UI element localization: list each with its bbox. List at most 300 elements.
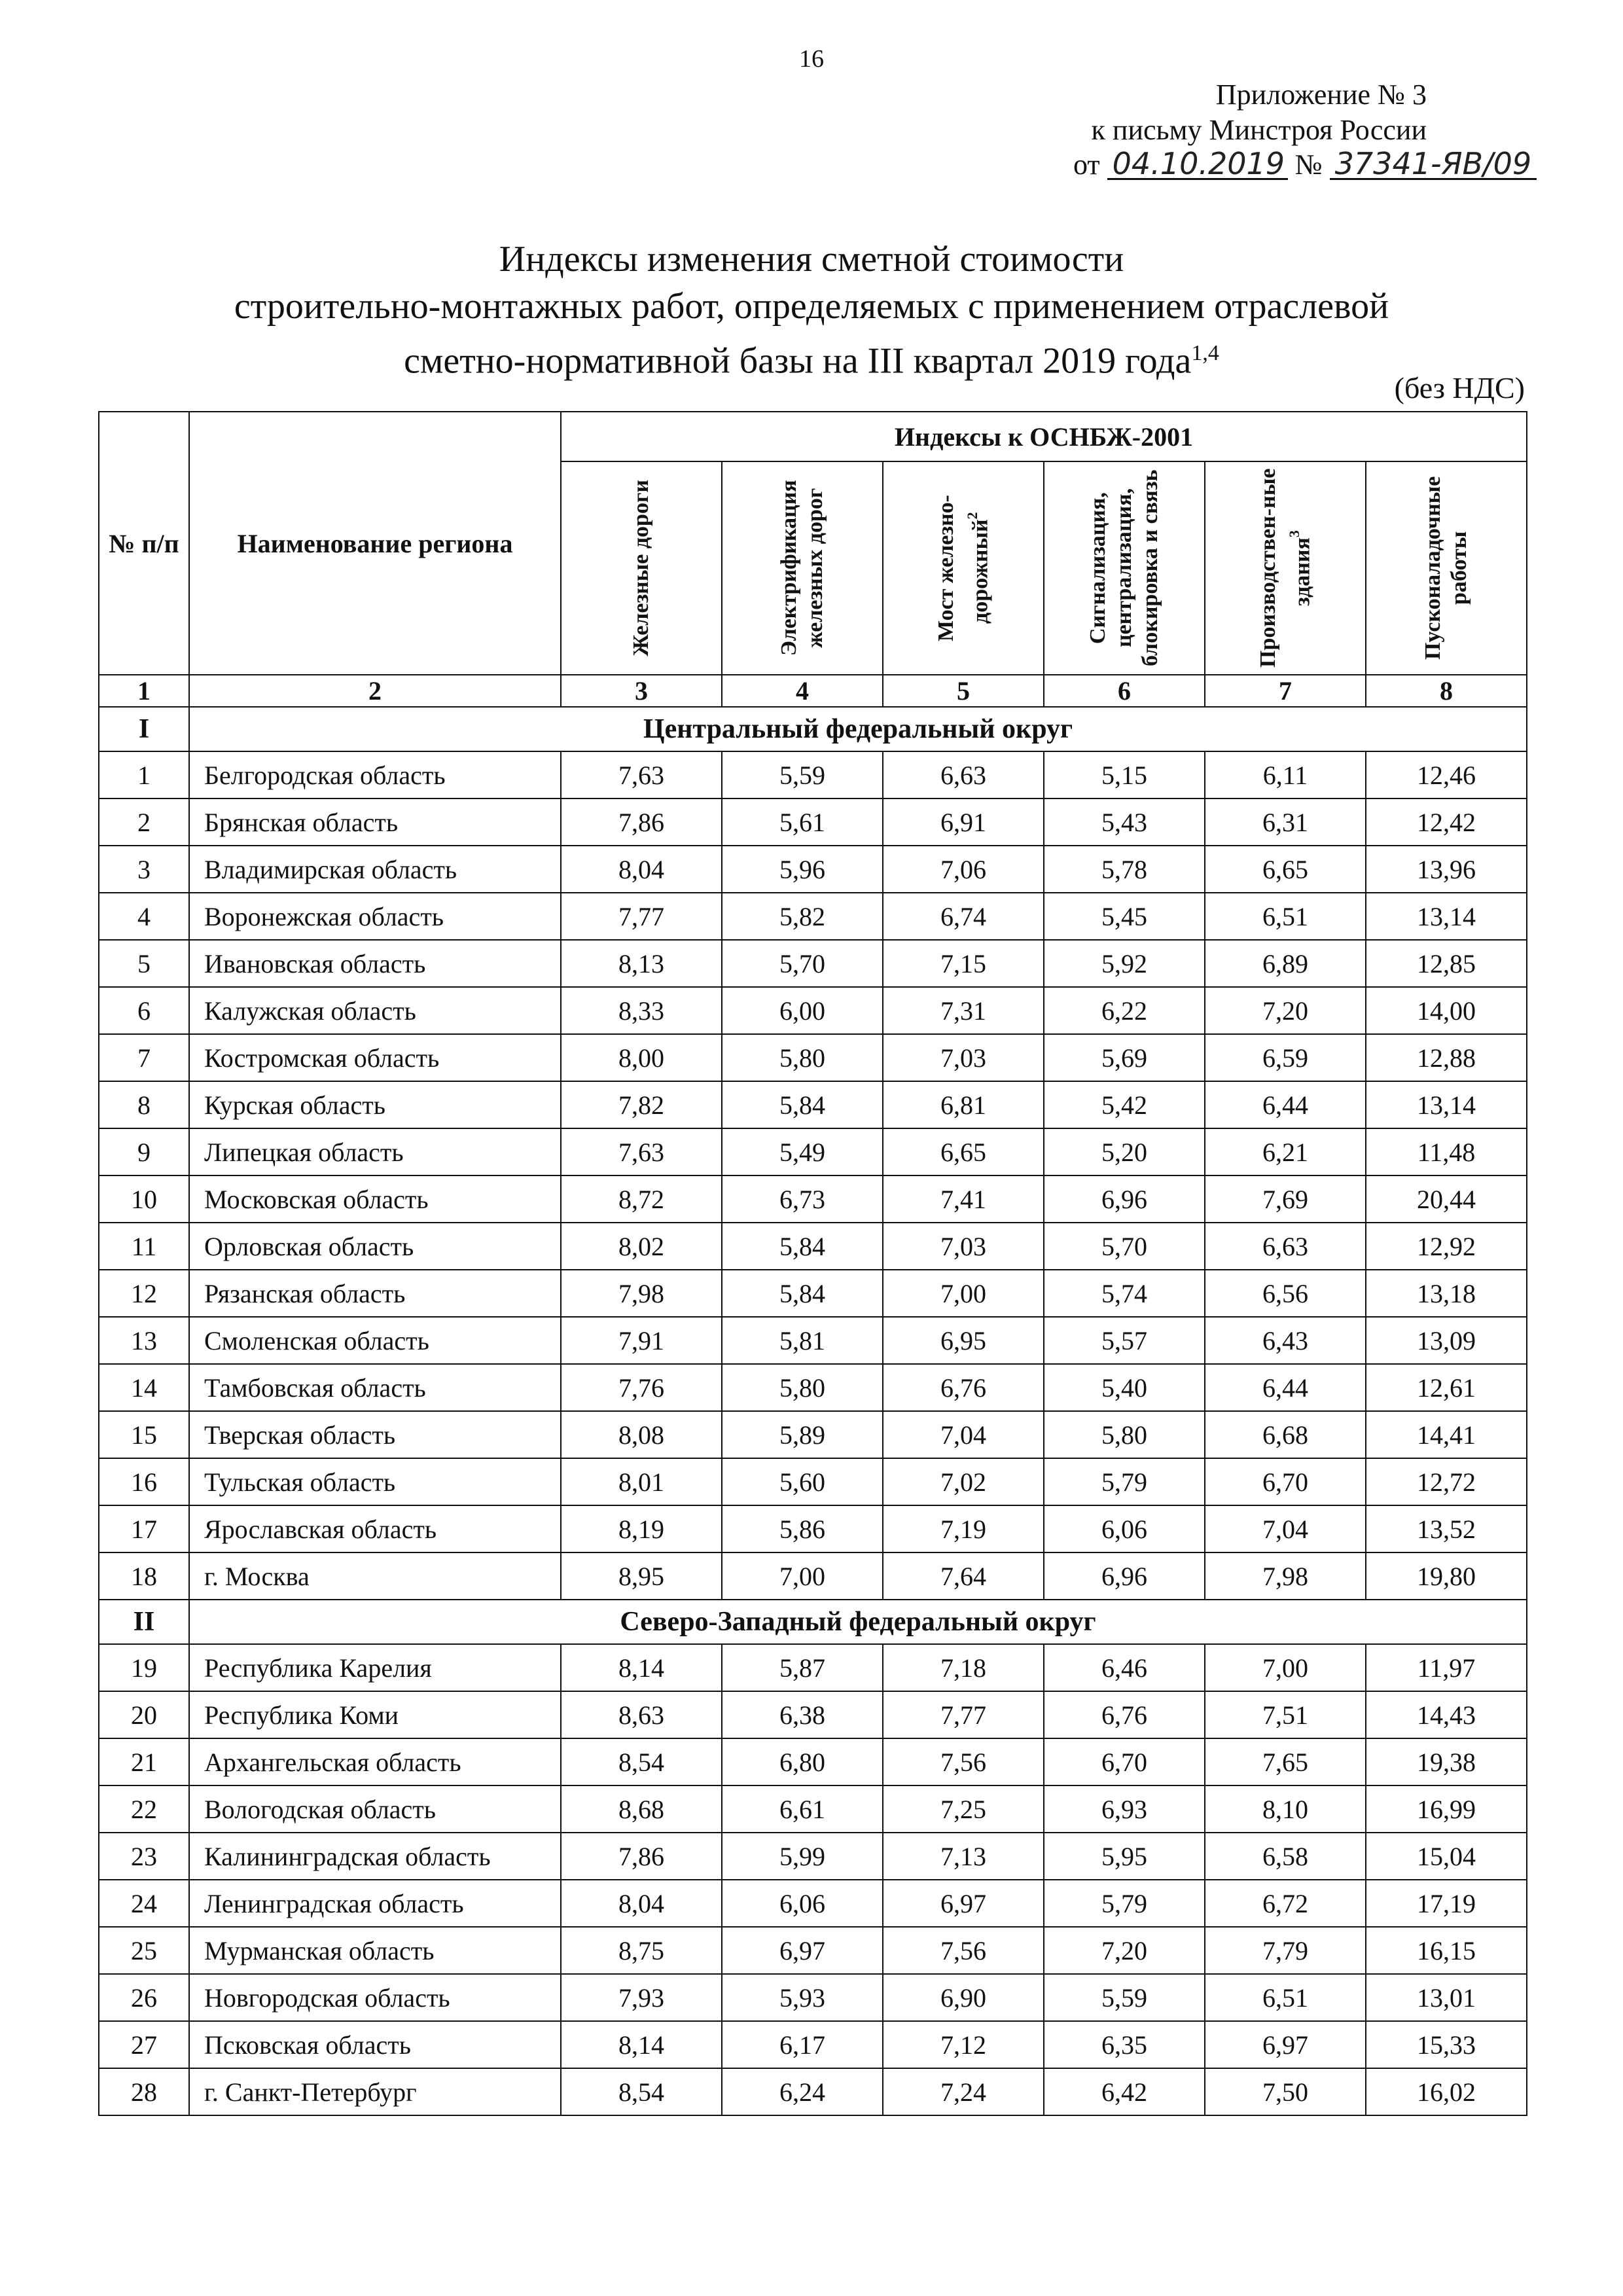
index-value: 5,87 — [722, 1644, 883, 1691]
region-name: Новгородская область — [189, 1974, 561, 2021]
index-value: 7,00 — [1205, 1644, 1366, 1691]
header-commissioning — [1366, 461, 1527, 675]
row-number: 17 — [99, 1505, 189, 1552]
index-value: 12,88 — [1366, 1034, 1527, 1081]
col-number: 7 — [1205, 675, 1366, 707]
index-value: 12,46 — [1366, 751, 1527, 798]
index-value: 6,89 — [1205, 940, 1366, 987]
index-value: 6,21 — [1205, 1128, 1366, 1175]
region-name: Брянская область — [189, 798, 561, 846]
index-value: 16,02 — [1366, 2068, 1527, 2115]
index-value: 6,58 — [1205, 1833, 1366, 1880]
index-value: 5,59 — [1044, 1974, 1205, 2021]
table-row — [99, 1364, 1527, 1411]
header-railway-bridge-sup: 2 — [963, 512, 980, 520]
handwritten-number: 37341-ЯВ/09 — [1330, 149, 1537, 180]
index-value: 7,04 — [1205, 1505, 1366, 1552]
index-value: 6,17 — [722, 2021, 883, 2068]
index-value: 6,68 — [1205, 1411, 1366, 1458]
index-value: 6,90 — [883, 1974, 1044, 2021]
index-value: 6,95 — [883, 1317, 1044, 1364]
header-index-group: Индексы к ОСНБЖ-2001 — [561, 412, 1527, 461]
index-value: 5,61 — [722, 798, 883, 846]
region-name: Ивановская область — [189, 940, 561, 987]
table-row — [99, 1175, 1527, 1223]
index-value: 7,15 — [883, 940, 1044, 987]
row-number: 3 — [99, 846, 189, 893]
table-row — [99, 893, 1527, 940]
index-value: 6,35 — [1044, 2021, 1205, 2068]
index-value: 7,91 — [561, 1317, 722, 1364]
region-name: Смоленская область — [189, 1317, 561, 1364]
index-value: 5,81 — [722, 1317, 883, 1364]
row-number: 27 — [99, 2021, 189, 2068]
index-value: 8,54 — [561, 2068, 722, 2115]
row-number: 10 — [99, 1175, 189, 1223]
column-number-row — [99, 675, 1527, 707]
row-number: 21 — [99, 1738, 189, 1785]
index-value: 8,54 — [561, 1738, 722, 1785]
index-value: 7,56 — [883, 1738, 1044, 1785]
table-row — [99, 1317, 1527, 1364]
index-value: 7,06 — [883, 846, 1044, 893]
table-row — [99, 1458, 1527, 1505]
index-value: 14,00 — [1366, 987, 1527, 1034]
annex-title: Приложение № 3 — [1215, 79, 1427, 111]
index-value: 5,59 — [722, 751, 883, 798]
index-value: 6,70 — [1044, 1738, 1205, 1785]
index-value: 6,51 — [1205, 1974, 1366, 2021]
table-row — [99, 1974, 1527, 2021]
region-name: Республика Карелия — [189, 1644, 561, 1691]
index-value: 6,81 — [883, 1081, 1044, 1128]
title-line-2: строительно-монтажных работ, определяемых с применением отраслевой — [234, 286, 1389, 327]
table-row — [99, 1644, 1527, 1691]
index-value: 5,78 — [1044, 846, 1205, 893]
header-electrification — [722, 461, 883, 675]
header-signaling-text: Сигнализация, централизация, блокировка и связь — [1086, 469, 1162, 667]
row-number: 26 — [99, 1974, 189, 2021]
index-value: 13,01 — [1366, 1974, 1527, 2021]
row-number: 2 — [99, 798, 189, 846]
index-value: 7,79 — [1205, 1927, 1366, 1974]
index-value: 8,63 — [561, 1691, 722, 1738]
annex-letter-ref: к письму Минстроя России — [1091, 114, 1427, 146]
index-value: 5,96 — [722, 846, 883, 893]
header-industrial-text: Производствен-ные здания — [1255, 468, 1315, 668]
index-value: 5,69 — [1044, 1034, 1205, 1081]
index-value: 12,85 — [1366, 940, 1527, 987]
index-value: 6,74 — [883, 893, 1044, 940]
index-value: 19,38 — [1366, 1738, 1527, 1785]
section-number: II — [99, 1600, 189, 1644]
section-row — [99, 707, 1527, 751]
index-value: 7,86 — [561, 798, 722, 846]
col-number: 5 — [883, 675, 1044, 707]
index-value: 8,33 — [561, 987, 722, 1034]
index-value: 7,69 — [1205, 1175, 1366, 1223]
region-name: Липецкая область — [189, 1128, 561, 1175]
index-value: 5,60 — [722, 1458, 883, 1505]
header-commissioning-text: Пусконаладочные работы — [1421, 476, 1471, 660]
index-table — [98, 411, 1527, 2116]
region-name: Костромская область — [189, 1034, 561, 1081]
index-value: 7,19 — [883, 1505, 1044, 1552]
region-name: Псковская область — [189, 2021, 561, 2068]
header-electrification-text: Электрификация железных дорог — [777, 480, 827, 656]
index-value: 15,33 — [1366, 2021, 1527, 2068]
index-value: 8,14 — [561, 2021, 722, 2068]
section-number: I — [99, 707, 189, 751]
region-name: Белгородская область — [189, 751, 561, 798]
index-value: 6,63 — [883, 751, 1044, 798]
section-row — [99, 1600, 1527, 1644]
index-value: 7,00 — [883, 1270, 1044, 1317]
region-name: Республика Коми — [189, 1691, 561, 1738]
index-value: 7,86 — [561, 1833, 722, 1880]
row-number: 24 — [99, 1880, 189, 1927]
col-number: 2 — [189, 675, 561, 707]
index-value: 5,70 — [722, 940, 883, 987]
index-value: 6,00 — [722, 987, 883, 1034]
index-value: 5,84 — [722, 1081, 883, 1128]
index-value: 7,41 — [883, 1175, 1044, 1223]
index-value: 7,31 — [883, 987, 1044, 1034]
table-row — [99, 1552, 1527, 1600]
index-value: 6,06 — [1044, 1505, 1205, 1552]
table-row — [99, 1691, 1527, 1738]
index-value: 14,43 — [1366, 1691, 1527, 1738]
index-value: 6,22 — [1044, 987, 1205, 1034]
index-value: 5,89 — [722, 1411, 883, 1458]
index-value: 14,41 — [1366, 1411, 1527, 1458]
index-value: 5,45 — [1044, 893, 1205, 940]
index-value: 5,80 — [722, 1034, 883, 1081]
col-number: 6 — [1044, 675, 1205, 707]
index-value: 5,93 — [722, 1974, 883, 2021]
index-value: 7,20 — [1044, 1927, 1205, 1974]
index-value: 5,70 — [1044, 1223, 1205, 1270]
index-value: 15,04 — [1366, 1833, 1527, 1880]
region-name: Орловская область — [189, 1223, 561, 1270]
index-value: 6,80 — [722, 1738, 883, 1785]
index-value: 13,52 — [1366, 1505, 1527, 1552]
header-num: № п/п — [99, 412, 189, 675]
header-industrial-wrap — [1255, 467, 1315, 670]
index-value: 12,42 — [1366, 798, 1527, 846]
vat-note: (без НДС) — [1394, 371, 1525, 404]
row-number: 7 — [99, 1034, 189, 1081]
index-value: 6,63 — [1205, 1223, 1366, 1270]
table-row — [99, 1785, 1527, 1833]
header-region: Наименование региона — [189, 412, 561, 675]
table-row — [99, 1411, 1527, 1458]
row-number: 28 — [99, 2068, 189, 2115]
index-value: 8,10 — [1205, 1785, 1366, 1833]
region-name: Вологодская область — [189, 1785, 561, 1833]
row-number: 6 — [99, 987, 189, 1034]
index-value: 6,06 — [722, 1880, 883, 1927]
index-value: 7,82 — [561, 1081, 722, 1128]
index-value: 12,92 — [1366, 1223, 1527, 1270]
header-signaling — [1044, 461, 1205, 675]
index-value: 6,11 — [1205, 751, 1366, 798]
region-name: Ленинградская область — [189, 1880, 561, 1927]
index-value: 13,09 — [1366, 1317, 1527, 1364]
index-value: 5,99 — [722, 1833, 883, 1880]
index-value: 7,76 — [561, 1364, 722, 1411]
region-name: Московская область — [189, 1175, 561, 1223]
index-value: 6,93 — [1044, 1785, 1205, 1833]
index-value: 5,80 — [722, 1364, 883, 1411]
index-value: 6,42 — [1044, 2068, 1205, 2115]
index-value: 7,24 — [883, 2068, 1044, 2115]
index-value: 6,44 — [1205, 1081, 1366, 1128]
region-name: Архангельская область — [189, 1738, 561, 1785]
index-value: 7,13 — [883, 1833, 1044, 1880]
row-number: 18 — [99, 1552, 189, 1600]
index-value: 6,59 — [1205, 1034, 1366, 1081]
index-value: 7,63 — [561, 1128, 722, 1175]
col-number: 1 — [99, 675, 189, 707]
index-value: 6,44 — [1205, 1364, 1366, 1411]
index-value: 6,56 — [1205, 1270, 1366, 1317]
index-value: 7,20 — [1205, 987, 1366, 1034]
row-number: 8 — [99, 1081, 189, 1128]
index-value: 5,15 — [1044, 751, 1205, 798]
row-number: 22 — [99, 1785, 189, 1833]
index-value: 6,24 — [722, 2068, 883, 2115]
table-row — [99, 1128, 1527, 1175]
index-value: 13,96 — [1366, 846, 1527, 893]
index-value: 6,96 — [1044, 1552, 1205, 1600]
row-number: 19 — [99, 1644, 189, 1691]
index-value: 7,64 — [883, 1552, 1044, 1600]
number-label: № — [1294, 149, 1323, 181]
index-value: 8,95 — [561, 1552, 722, 1600]
index-value: 6,65 — [883, 1128, 1044, 1175]
region-name: Тверская область — [189, 1411, 561, 1458]
index-value: 7,56 — [883, 1927, 1044, 1974]
header-railways — [561, 461, 722, 675]
index-value: 6,72 — [1205, 1880, 1366, 1927]
index-value: 8,72 — [561, 1175, 722, 1223]
index-value: 11,48 — [1366, 1128, 1527, 1175]
index-value: 7,03 — [883, 1223, 1044, 1270]
row-number: 23 — [99, 1833, 189, 1880]
index-value: 7,98 — [1205, 1552, 1366, 1600]
index-value: 16,15 — [1366, 1927, 1527, 1974]
index-value: 5,20 — [1044, 1128, 1205, 1175]
table-row — [99, 940, 1527, 987]
index-value: 8,13 — [561, 940, 722, 987]
index-value: 8,02 — [561, 1223, 722, 1270]
region-name: Мурманская область — [189, 1927, 561, 1974]
header-industrial-sup: 3 — [1285, 530, 1302, 538]
index-value: 6,73 — [722, 1175, 883, 1223]
index-value: 13,14 — [1366, 1081, 1527, 1128]
index-value: 6,61 — [722, 1785, 883, 1833]
table-row — [99, 1081, 1527, 1128]
title-line-3 — [0, 330, 1623, 385]
row-number: 12 — [99, 1270, 189, 1317]
index-value: 7,93 — [561, 1974, 722, 2021]
header-railway-bridge — [883, 461, 1044, 675]
index-value: 6,76 — [1044, 1691, 1205, 1738]
region-name: Калининградская область — [189, 1833, 561, 1880]
index-value: 5,84 — [722, 1223, 883, 1270]
index-value: 8,04 — [561, 846, 722, 893]
region-name: Владимирская область — [189, 846, 561, 893]
row-number: 25 — [99, 1927, 189, 1974]
region-name: Тамбовская область — [189, 1364, 561, 1411]
header-industrial-buildings — [1205, 461, 1366, 675]
col-number: 3 — [561, 675, 722, 707]
index-value: 7,00 — [722, 1552, 883, 1600]
index-value: 8,04 — [561, 1880, 722, 1927]
index-value: 6,51 — [1205, 893, 1366, 940]
index-value: 5,49 — [722, 1128, 883, 1175]
table-body — [99, 707, 1527, 2115]
index-value: 7,25 — [883, 1785, 1044, 1833]
region-name: Ярославская область — [189, 1505, 561, 1552]
row-number: 5 — [99, 940, 189, 987]
index-value: 5,84 — [722, 1270, 883, 1317]
index-value: 7,18 — [883, 1644, 1044, 1691]
index-value: 7,98 — [561, 1270, 722, 1317]
table-row — [99, 2021, 1527, 2068]
index-value: 12,72 — [1366, 1458, 1527, 1505]
row-number: 14 — [99, 1364, 189, 1411]
row-number: 11 — [99, 1223, 189, 1270]
index-value: 8,14 — [561, 1644, 722, 1691]
index-value: 8,08 — [561, 1411, 722, 1458]
table-row — [99, 1833, 1527, 1880]
index-value: 6,43 — [1205, 1317, 1366, 1364]
page-number: 16 — [799, 45, 824, 73]
index-value: 6,70 — [1205, 1458, 1366, 1505]
index-value: 13,14 — [1366, 893, 1527, 940]
index-value: 5,57 — [1044, 1317, 1205, 1364]
index-value: 7,03 — [883, 1034, 1044, 1081]
index-value: 7,51 — [1205, 1691, 1366, 1738]
header-railway-bridge-wrap — [933, 467, 993, 670]
index-value: 6,96 — [1044, 1175, 1205, 1223]
index-value: 7,02 — [883, 1458, 1044, 1505]
table-row — [99, 1505, 1527, 1552]
region-name: Курская область — [189, 1081, 561, 1128]
index-value: 11,97 — [1366, 1644, 1527, 1691]
title-footnote: 1,4 — [1191, 341, 1219, 365]
document-title — [0, 236, 1623, 385]
section-name: Центральный федеральный округ — [189, 707, 1527, 751]
handwritten-date: 04.10.2019 — [1107, 149, 1288, 180]
index-value: 5,79 — [1044, 1880, 1205, 1927]
row-number: 16 — [99, 1458, 189, 1505]
from-label: от — [1073, 149, 1100, 181]
index-value: 5,42 — [1044, 1081, 1205, 1128]
index-value: 20,44 — [1366, 1175, 1527, 1223]
index-value: 7,04 — [883, 1411, 1044, 1458]
row-number: 1 — [99, 751, 189, 798]
table-row — [99, 846, 1527, 893]
index-value: 8,75 — [561, 1927, 722, 1974]
index-value: 5,40 — [1044, 1364, 1205, 1411]
index-value: 19,80 — [1366, 1552, 1527, 1600]
index-value: 6,46 — [1044, 1644, 1205, 1691]
col-number: 8 — [1366, 675, 1527, 707]
index-value: 7,77 — [561, 893, 722, 940]
row-number: 20 — [99, 1691, 189, 1738]
index-value: 7,77 — [883, 1691, 1044, 1738]
index-value: 6,97 — [722, 1927, 883, 1974]
index-value: 7,12 — [883, 2021, 1044, 2068]
table-row — [99, 1927, 1527, 1974]
row-number: 4 — [99, 893, 189, 940]
title-line-1: Индексы изменения сметной стоимости — [499, 239, 1124, 279]
index-value: 5,82 — [722, 893, 883, 940]
table-row — [99, 1880, 1527, 1927]
index-value: 8,01 — [561, 1458, 722, 1505]
index-value: 5,92 — [1044, 940, 1205, 987]
index-value: 6,31 — [1205, 798, 1366, 846]
index-value: 6,38 — [722, 1691, 883, 1738]
index-value: 6,97 — [1205, 2021, 1366, 2068]
index-value: 5,95 — [1044, 1833, 1205, 1880]
index-value: 17,19 — [1366, 1880, 1527, 1927]
header-railways-text: Железные дороги — [629, 480, 653, 656]
col-number: 4 — [722, 675, 883, 707]
index-value: 6,76 — [883, 1364, 1044, 1411]
region-name: г. Санкт-Петербург — [189, 2068, 561, 2115]
table-row — [99, 1223, 1527, 1270]
index-value: 5,80 — [1044, 1411, 1205, 1458]
index-value: 5,79 — [1044, 1458, 1205, 1505]
table-row — [99, 751, 1527, 798]
region-name: г. Москва — [189, 1552, 561, 1600]
index-value: 7,63 — [561, 751, 722, 798]
index-value: 13,18 — [1366, 1270, 1527, 1317]
table-row — [99, 798, 1527, 846]
table-row — [99, 1270, 1527, 1317]
annex-block — [1092, 77, 1427, 148]
index-value: 8,19 — [561, 1505, 722, 1552]
region-name: Калужская область — [189, 987, 561, 1034]
index-value: 7,50 — [1205, 2068, 1366, 2115]
index-value: 6,97 — [883, 1880, 1044, 1927]
row-number: 13 — [99, 1317, 189, 1364]
region-name: Рязанская область — [189, 1270, 561, 1317]
index-value: 5,43 — [1044, 798, 1205, 846]
index-value: 8,68 — [561, 1785, 722, 1833]
region-name: Тульская область — [189, 1458, 561, 1505]
index-value: 5,74 — [1044, 1270, 1205, 1317]
index-value: 6,91 — [883, 798, 1044, 846]
table-row — [99, 1034, 1527, 1081]
index-value: 7,65 — [1205, 1738, 1366, 1785]
table-row — [99, 1738, 1527, 1785]
index-value: 6,65 — [1205, 846, 1366, 893]
row-number: 15 — [99, 1411, 189, 1458]
title-line-3-text: сметно-нормативной базы на III квартал 2019 года — [404, 340, 1192, 382]
letter-date-number — [1073, 148, 1537, 181]
region-name: Воронежская область — [189, 893, 561, 940]
row-number: 9 — [99, 1128, 189, 1175]
index-value: 16,99 — [1366, 1785, 1527, 1833]
index-value: 12,61 — [1366, 1364, 1527, 1411]
index-value: 5,86 — [722, 1505, 883, 1552]
index-value: 8,00 — [561, 1034, 722, 1081]
